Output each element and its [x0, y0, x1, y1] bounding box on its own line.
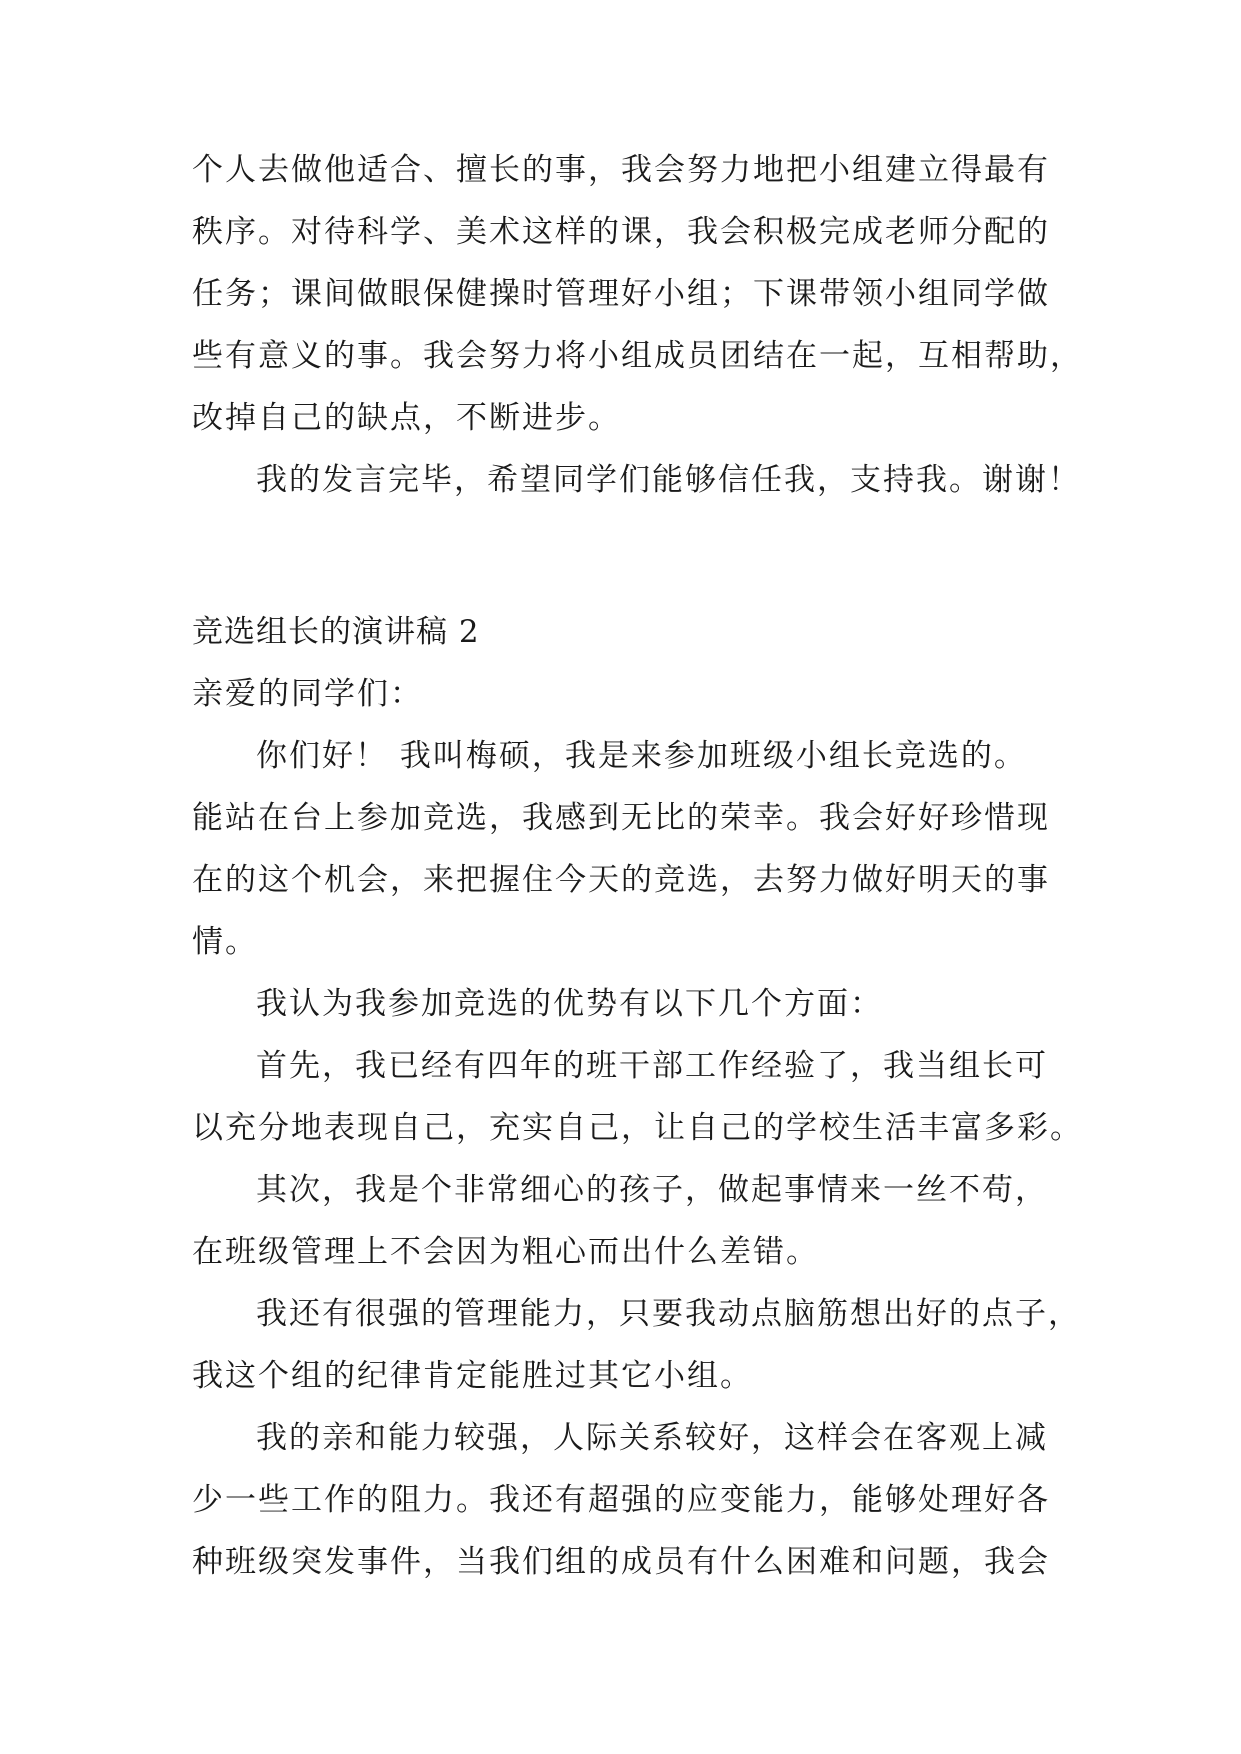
- paragraph-line: 以充分地表现自己，充实自己，让自己的学校生活丰富多彩。: [192, 1110, 1083, 1146]
- paragraph-line: 秩序。对待科学、美术这样的课，我会积极完成老师分配的: [192, 214, 1050, 250]
- section-title: 竞选组长的演讲稿 2: [192, 614, 480, 650]
- paragraph-line: 在的这个机会，来把握住今天的竞选，去努力做好明天的事: [192, 862, 1050, 898]
- paragraph-line: 你们好！ 我叫梅硕，我是来参加班级小组长竞选的。: [256, 738, 1027, 774]
- paragraph-line: 少一些工作的阻力。我还有超强的应变能力，能够处理好各: [192, 1482, 1050, 1518]
- salutation: 亲爱的同学们：: [192, 676, 423, 712]
- paragraph-line: 我还有很强的管理能力，只要我动点脑筋想出好的点子，: [256, 1296, 1081, 1332]
- paragraph-line: 些有意义的事。我会努力将小组成员团结在一起，互相帮助，: [192, 338, 1083, 374]
- paragraph-line: 种班级突发事件，当我们组的成员有什么困难和问题，我会: [192, 1544, 1050, 1580]
- paragraph-line: 我的亲和能力较强，人际关系较好，这样会在客观上减: [256, 1420, 1048, 1456]
- paragraph-line: 我认为我参加竞选的优势有以下几个方面：: [256, 986, 883, 1022]
- paragraph-line: 在班级管理上不会因为粗心而出什么差错。: [192, 1234, 819, 1270]
- paragraph-line: 改掉自己的缺点，不断进步。: [192, 400, 621, 436]
- paragraph-line: 情。: [192, 924, 258, 960]
- paragraph-line: 任务；课间做眼保健操时管理好小组；下课带领小组同学做: [192, 276, 1050, 312]
- paragraph-line: 个人去做他适合、擅长的事，我会努力地把小组建立得最有: [192, 152, 1050, 188]
- paragraph-line: 其次，我是个非常细心的孩子，做起事情来一丝不苟，: [256, 1172, 1048, 1208]
- paragraph-line: 首先，我已经有四年的班干部工作经验了，我当组长可: [256, 1048, 1048, 1084]
- paragraph-line: 我这个组的纪律肯定能胜过其它小组。: [192, 1358, 753, 1394]
- paragraph-line: 我的发言完毕，希望同学们能够信任我，支持我。谢谢！: [256, 462, 1081, 498]
- paragraph-line: 能站在台上参加竞选，我感到无比的荣幸。我会好好珍惜现: [192, 800, 1050, 836]
